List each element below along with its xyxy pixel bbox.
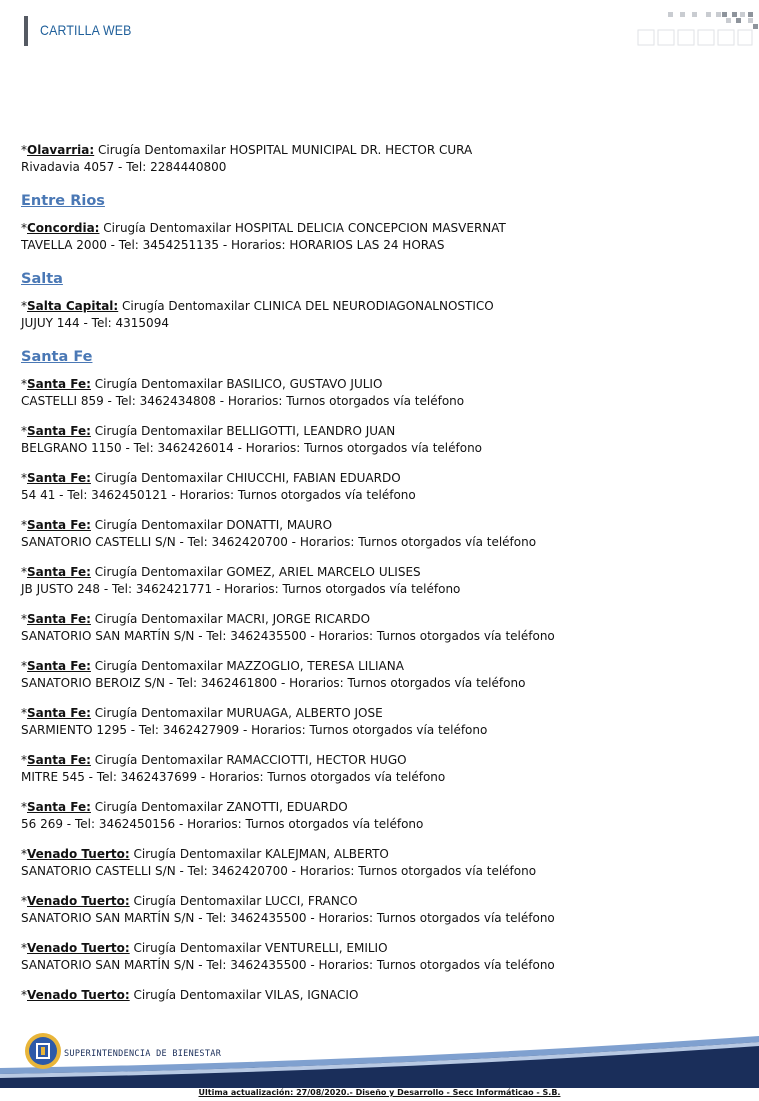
city-label: Santa Fe: (27, 424, 91, 438)
bullet-asterisk: * (21, 706, 27, 720)
page-header (0, 0, 759, 60)
provider-entry (21, 893, 741, 927)
city-label: Santa Fe: (27, 518, 91, 532)
bullet-asterisk: * (21, 612, 27, 626)
provider-address: SANATORIO SAN MARTÍN S/N - Tel: 3462435500 - Horarios: Turnos otorgados vía teléfono (21, 958, 555, 972)
provider-entry (21, 705, 741, 739)
bullet-asterisk: * (21, 221, 27, 235)
province-heading: Salta (21, 271, 63, 287)
provider-entry (21, 658, 741, 692)
provider-entry (21, 470, 741, 504)
provider-entry (21, 564, 741, 598)
city-label: Santa Fe: (27, 706, 91, 720)
city-label: Venado Tuerto: (27, 847, 130, 861)
province-heading: Entre Rios (21, 193, 105, 209)
provider-address: SANATORIO SAN MARTÍN S/N - Tel: 3462435500 - Horarios: Turnos otorgados vía teléfono (21, 911, 555, 925)
city-label: Santa Fe: (27, 753, 91, 767)
city-label: Santa Fe: (27, 471, 91, 485)
provider-name: Cirugía Dentomaxilar VENTURELLI, EMILIO (133, 941, 388, 955)
provider-address: JUJUY 144 - Tel: 4315094 (21, 316, 169, 330)
provider-address: BELGRANO 1150 - Tel: 3462426014 - Horarios: Turnos otorgados vía teléfono (21, 441, 483, 455)
bullet-asterisk: * (21, 941, 27, 955)
provider-address: SARMIENTO 1295 - Tel: 3462427909 - Horarios: Turnos otorgados vía teléfono (21, 723, 488, 737)
institution-seal-icon (24, 1032, 62, 1070)
header-pixel-decoration-icon (636, 10, 759, 50)
footer-wave-band (0, 1030, 759, 1088)
city-label: Olavarria: (27, 143, 95, 157)
provider-entry (21, 611, 741, 645)
province-heading: Santa Fe (21, 349, 93, 365)
directory-content (21, 142, 741, 1017)
bullet-asterisk: * (21, 299, 27, 313)
city-label: Venado Tuerto: (27, 941, 130, 955)
provider-address: CASTELLI 859 - Tel: 3462434808 - Horarios: Turnos otorgados vía teléfono (21, 394, 465, 408)
city-label: Santa Fe: (27, 377, 91, 391)
provider-entry (21, 298, 741, 332)
provider-entry (21, 752, 741, 786)
bullet-asterisk: * (21, 659, 27, 673)
provider-entry (21, 142, 741, 176)
bullet-asterisk: * (21, 988, 27, 1002)
page-title: CARTILLA WEB (40, 22, 132, 38)
city-label: Santa Fe: (27, 659, 91, 673)
provider-address: SANATORIO CASTELLI S/N - Tel: 3462420700 - Horarios: Turnos otorgados vía teléfono (21, 535, 537, 549)
provider-address: TAVELLA 2000 - Tel: 3454251135 - Horarios: HORARIOS LAS 24 HORAS (21, 238, 445, 252)
city-label: Santa Fe: (27, 800, 91, 814)
provider-entry (21, 987, 741, 1004)
provider-name: Cirugía Dentomaxilar RAMACCIOTTI, HECTOR HUGO (94, 753, 407, 767)
bullet-asterisk: * (21, 894, 27, 908)
provider-name: Cirugía Dentomaxilar CLINICA DEL NEURODIAGONALNOSTICO (122, 299, 494, 313)
city-label: Concordia: (27, 221, 100, 235)
provider-address: Rivadavia 4057 - Tel: 2284440800 (21, 160, 227, 174)
bullet-asterisk: * (21, 753, 27, 767)
provider-name: Cirugía Dentomaxilar GOMEZ, ARIEL MARCELO ULISES (94, 565, 421, 579)
provider-name: Cirugía Dentomaxilar MURUAGA, ALBERTO JOSE (94, 706, 383, 720)
provider-address: JB JUSTO 248 - Tel: 3462421771 - Horarios: Turnos otorgados vía teléfono (21, 582, 461, 596)
provider-name: Cirugía Dentomaxilar BASILICO, GUSTAVO JULIO (94, 377, 383, 391)
provider-address: SANATORIO BEROIZ S/N - Tel: 3462461800 - Horarios: Turnos otorgados vía teléfono (21, 676, 526, 690)
provider-name: Cirugía Dentomaxilar HOSPITAL MUNICIPAL DR. HECTOR CURA (98, 143, 473, 157)
provider-name: Cirugía Dentomaxilar LUCCI, FRANCO (133, 894, 358, 908)
footer-brand-name: SUPERINTENDENCIA DE BIENESTAR (64, 1049, 222, 1059)
provider-name: Cirugía Dentomaxilar CHIUCCHI, FABIAN EDUARDO (94, 471, 401, 485)
city-label: Venado Tuerto: (27, 894, 130, 908)
provider-name: Cirugía Dentomaxilar DONATTI, MAURO (94, 518, 333, 532)
provider-name: Cirugía Dentomaxilar KALEJMAN, ALBERTO (133, 847, 389, 861)
provider-name: Cirugía Dentomaxilar MAZZOGLIO, TERESA LILIANA (94, 659, 404, 673)
provider-entry (21, 220, 741, 254)
bullet-asterisk: * (21, 377, 27, 391)
city-label: Santa Fe: (27, 565, 91, 579)
bullet-asterisk: * (21, 471, 27, 485)
provider-address: 54 41 - Tel: 3462450121 - Horarios: Turnos otorgados vía teléfono (21, 488, 416, 502)
provider-name: Cirugía Dentomaxilar MACRI, JORGE RICARDO (94, 612, 371, 626)
city-label: Venado Tuerto: (27, 988, 130, 1002)
provider-entry (21, 423, 741, 457)
header-accent-bar (24, 16, 28, 46)
provider-entry (21, 799, 741, 833)
bullet-asterisk: * (21, 143, 27, 157)
bullet-asterisk: * (21, 800, 27, 814)
provider-address: 56 269 - Tel: 3462450156 - Horarios: Turnos otorgados vía teléfono (21, 817, 424, 831)
footer-update-text: Ultima actualización: 27/08/2020.- Diseño y Desarrollo - Secc Informáticao - S.B. (198, 1088, 561, 1097)
provider-name: Cirugía Dentomaxilar ZANOTTI, EDUARDO (94, 800, 348, 814)
provider-address: MITRE 545 - Tel: 3462437699 - Horarios: Turnos otorgados vía teléfono (21, 770, 446, 784)
bullet-asterisk: * (21, 424, 27, 438)
city-label: Santa Fe: (27, 612, 91, 626)
provider-entry (21, 517, 741, 551)
bullet-asterisk: * (21, 565, 27, 579)
provider-address: SANATORIO CASTELLI S/N - Tel: 3462420700 - Horarios: Turnos otorgados vía teléfono (21, 864, 537, 878)
provider-name: Cirugía Dentomaxilar BELLIGOTTI, LEANDRO JUAN (94, 424, 396, 438)
provider-name: Cirugía Dentomaxilar HOSPITAL DELICIA CONCEPCION MASVERNAT (103, 221, 506, 235)
provider-name: Cirugía Dentomaxilar VILAS, IGNACIO (133, 988, 359, 1002)
provider-entry (21, 940, 741, 974)
provider-entry (21, 846, 741, 880)
bullet-asterisk: * (21, 518, 27, 532)
provider-entry (21, 376, 741, 410)
city-label: Salta Capital: (27, 299, 119, 313)
provider-address: SANATORIO SAN MARTÍN S/N - Tel: 3462435500 - Horarios: Turnos otorgados vía teléfono (21, 629, 555, 643)
bullet-asterisk: * (21, 847, 27, 861)
